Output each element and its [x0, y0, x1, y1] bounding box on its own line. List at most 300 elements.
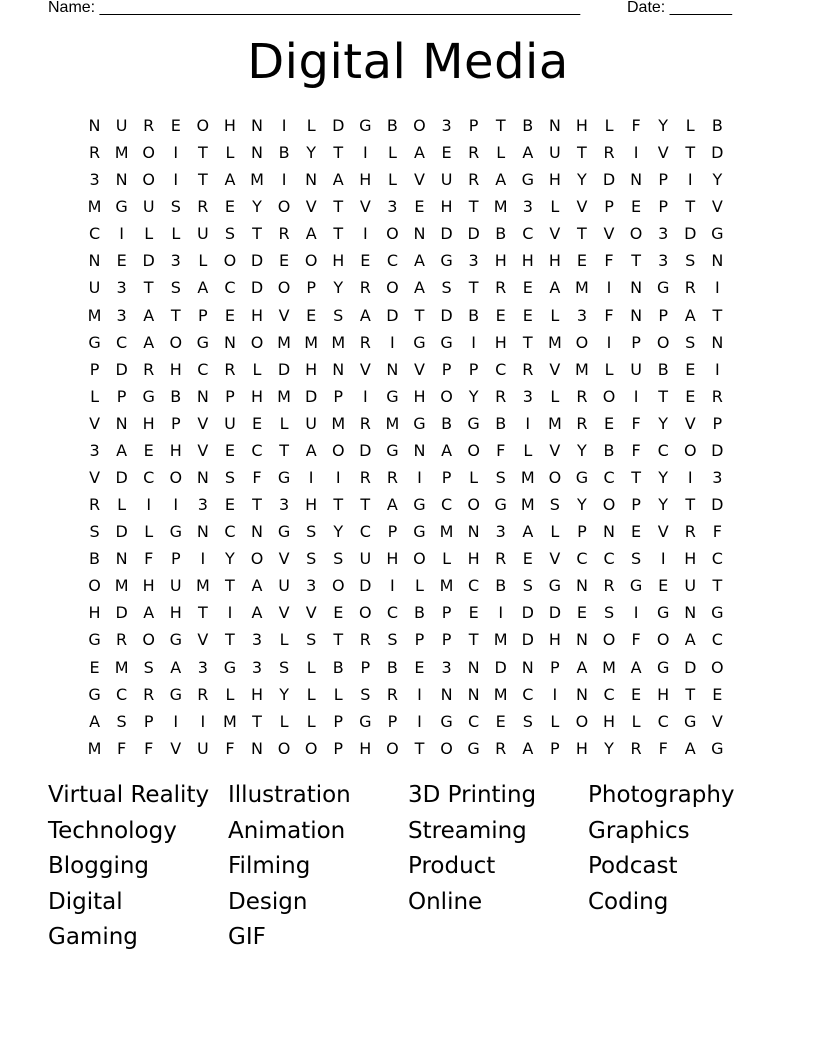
grid-letter[interactable]: O	[386, 224, 399, 244]
grid-letter[interactable]: M	[493, 630, 508, 650]
grid-letter[interactable]: Y	[468, 386, 479, 406]
grid-letter[interactable]: R	[603, 143, 615, 163]
grid-letter[interactable]: Y	[252, 197, 262, 217]
grid-letter[interactable]: O	[169, 468, 183, 488]
grid-letter[interactable]: G	[656, 278, 670, 298]
grid-letter[interactable]: N	[603, 522, 615, 542]
grid-letter[interactable]: F	[144, 549, 154, 569]
grid-letter[interactable]: F	[496, 440, 506, 460]
grid-letter[interactable]: A	[495, 170, 507, 190]
grid-letter[interactable]: T	[495, 116, 506, 135]
grid-letter[interactable]: H	[250, 684, 264, 704]
grid-letter[interactable]: G	[223, 657, 237, 677]
grid-letter[interactable]: M	[575, 278, 589, 298]
grid-letter[interactable]: C	[603, 468, 615, 488]
grid-letter[interactable]: T	[170, 305, 181, 325]
grid-letter[interactable]: R	[359, 413, 371, 433]
grid-letter[interactable]: N	[332, 359, 345, 379]
grid-letter[interactable]: R	[603, 576, 615, 596]
grid-letter[interactable]: G	[711, 738, 724, 758]
grid-letter[interactable]: G	[169, 522, 182, 542]
grid-letter[interactable]: L	[225, 143, 235, 163]
grid-letter[interactable]: O	[656, 332, 670, 352]
grid-letter[interactable]: P	[468, 116, 479, 135]
grid-letter[interactable]: 3	[468, 251, 479, 271]
grid-letter[interactable]: T	[468, 630, 479, 650]
grid-letter[interactable]: R	[116, 630, 128, 650]
grid-letter[interactable]: C	[711, 549, 723, 569]
grid-letter[interactable]: A	[441, 440, 453, 460]
date-field[interactable]: Date: _______	[627, 0, 732, 16]
grid-letter[interactable]: S	[549, 495, 560, 515]
grid-letter[interactable]: M	[520, 495, 535, 515]
grid-letter[interactable]: L	[442, 549, 452, 569]
grid-letter[interactable]: I	[281, 116, 287, 135]
grid-letter[interactable]: L	[415, 576, 424, 596]
grid-letter[interactable]: T	[225, 630, 235, 650]
grid-letter[interactable]: N	[251, 522, 263, 542]
grid-letter[interactable]: R	[495, 386, 507, 406]
grid-letter[interactable]: G	[88, 332, 101, 352]
grid-letter[interactable]: N	[684, 603, 697, 623]
grid-letter[interactable]: O	[331, 440, 345, 460]
grid-letter[interactable]: T	[197, 143, 208, 163]
grid-letter[interactable]: G	[711, 224, 724, 244]
grid-letter[interactable]: H	[494, 251, 507, 271]
grid-letter[interactable]: I	[417, 468, 422, 488]
grid-letter[interactable]: H	[169, 603, 182, 623]
grid-letter[interactable]: V	[549, 549, 561, 569]
grid-letter[interactable]: F	[631, 440, 641, 460]
grid-letter[interactable]: N	[251, 116, 263, 135]
grid-letter[interactable]: D	[548, 603, 562, 623]
grid-letter[interactable]: D	[359, 576, 372, 596]
grid-letter[interactable]: V	[657, 143, 669, 163]
grid-letter[interactable]: E	[251, 413, 263, 433]
grid-letter[interactable]: Y	[577, 440, 587, 460]
grid-letter[interactable]: D	[711, 495, 724, 515]
grid-letter[interactable]: R	[630, 738, 642, 758]
grid-letter[interactable]: G	[521, 170, 534, 190]
grid-letter[interactable]: B	[413, 603, 425, 623]
grid-letter[interactable]: N	[251, 143, 263, 163]
grid-letter[interactable]: T	[333, 495, 344, 515]
grid-letter[interactable]: U	[169, 576, 182, 596]
grid-letter[interactable]: I	[552, 684, 558, 704]
grid-letter[interactable]: D	[467, 224, 480, 244]
grid-letter[interactable]: 3	[251, 630, 263, 650]
grid-letter[interactable]: D	[115, 522, 128, 542]
grid-letter[interactable]: L	[144, 224, 154, 244]
grid-letter[interactable]: V	[603, 224, 615, 244]
grid-letter[interactable]: F	[658, 738, 668, 758]
grid-letter[interactable]: N	[630, 305, 643, 325]
grid-letter[interactable]: N	[575, 630, 588, 650]
grid-letter[interactable]: T	[414, 738, 425, 758]
grid-letter[interactable]: E	[414, 197, 425, 217]
grid-letter[interactable]: H	[250, 386, 264, 406]
grid-letter[interactable]: D	[332, 116, 345, 135]
grid-letter[interactable]: P	[441, 359, 452, 379]
grid-letter[interactable]: H	[548, 251, 561, 271]
grid-letter[interactable]: A	[143, 305, 155, 325]
grid-letter[interactable]: M	[114, 143, 129, 163]
grid-letter[interactable]: D	[711, 143, 724, 163]
grid-letter[interactable]: R	[386, 684, 398, 704]
grid-letter[interactable]: I	[660, 549, 666, 569]
grid-letter[interactable]: I	[498, 603, 504, 623]
grid-letter[interactable]: I	[687, 468, 693, 488]
grid-letter[interactable]: A	[414, 143, 425, 163]
grid-letter[interactable]: C	[143, 468, 155, 488]
grid-letter[interactable]: 3	[387, 197, 398, 217]
grid-letter[interactable]: D	[440, 224, 453, 244]
grid-letter[interactable]: M	[223, 711, 237, 731]
grid-letter[interactable]: S	[89, 522, 100, 542]
grid-letter[interactable]: O	[142, 170, 155, 190]
grid-letter[interactable]: O	[250, 332, 264, 352]
grid-letter[interactable]: I	[390, 332, 395, 352]
grid-letter[interactable]: H	[359, 170, 372, 190]
grid-letter[interactable]: O	[169, 332, 183, 352]
grid-letter[interactable]: C	[224, 278, 236, 298]
grid-letter[interactable]: O	[602, 630, 616, 650]
grid-letter[interactable]: O	[386, 278, 399, 298]
grid-letter[interactable]: F	[604, 251, 614, 271]
grid-letter[interactable]: 3	[576, 305, 588, 325]
grid-letter[interactable]: G	[169, 684, 182, 704]
grid-letter[interactable]: A	[630, 657, 642, 677]
grid-letter[interactable]: D	[250, 278, 264, 298]
grid-letter[interactable]: S	[224, 224, 235, 244]
grid-letter[interactable]: M	[520, 468, 535, 488]
grid-letter[interactable]: H	[305, 359, 318, 379]
grid-letter[interactable]: S	[170, 278, 181, 298]
grid-letter[interactable]: H	[467, 549, 480, 569]
grid-letter[interactable]: L	[387, 170, 397, 190]
grid-letter[interactable]: G	[115, 197, 128, 217]
grid-letter[interactable]: 3	[306, 576, 317, 596]
grid-letter[interactable]: P	[712, 413, 723, 433]
grid-letter[interactable]: H	[684, 549, 697, 569]
grid-letter[interactable]: I	[173, 495, 179, 515]
grid-letter[interactable]: O	[629, 224, 643, 244]
grid-letter[interactable]: V	[305, 197, 317, 217]
grid-letter[interactable]: G	[440, 332, 453, 352]
grid-letter[interactable]: B	[386, 657, 398, 677]
grid-letter[interactable]: A	[305, 440, 317, 460]
grid-letter[interactable]: C	[386, 603, 398, 623]
grid-letter[interactable]: O	[711, 657, 724, 677]
grid-letter[interactable]: L	[225, 684, 235, 704]
grid-letter[interactable]: V	[197, 630, 209, 650]
grid-letter[interactable]: T	[252, 224, 262, 244]
grid-letter[interactable]: O	[575, 711, 589, 731]
grid-letter[interactable]: D	[115, 468, 128, 488]
grid-letter[interactable]: P	[658, 197, 668, 217]
grid-letter[interactable]: O	[277, 738, 291, 758]
grid-letter[interactable]: E	[712, 684, 723, 704]
grid-letter[interactable]: L	[604, 359, 614, 379]
grid-letter[interactable]: M	[547, 332, 562, 352]
grid-letter[interactable]: R	[711, 386, 723, 406]
grid-letter[interactable]: N	[251, 738, 263, 758]
grid-letter[interactable]: R	[143, 684, 155, 704]
grid-letter[interactable]: E	[279, 251, 290, 271]
grid-letter[interactable]: G	[169, 630, 182, 650]
grid-letter[interactable]: S	[306, 630, 317, 650]
grid-letter[interactable]: E	[658, 576, 669, 596]
grid-letter[interactable]: G	[494, 495, 507, 515]
grid-letter[interactable]: P	[550, 657, 560, 677]
grid-letter[interactable]: S	[333, 305, 344, 325]
grid-letter[interactable]: S	[387, 630, 398, 650]
grid-letter[interactable]: G	[440, 251, 453, 271]
grid-letter[interactable]: P	[306, 278, 316, 298]
grid-letter[interactable]: L	[279, 630, 289, 650]
grid-letter[interactable]: M	[385, 413, 400, 433]
grid-letter[interactable]: R	[576, 386, 588, 406]
grid-letter[interactable]: G	[684, 711, 697, 731]
grid-letter[interactable]: B	[603, 440, 615, 460]
grid-letter[interactable]: U	[224, 413, 236, 433]
grid-letter[interactable]: N	[467, 657, 480, 677]
grid-letter[interactable]: G	[386, 440, 399, 460]
grid-letter[interactable]: G	[277, 522, 291, 542]
grid-letter[interactable]: A	[116, 440, 128, 460]
grid-letter[interactable]: Y	[658, 413, 669, 433]
grid-letter[interactable]: E	[224, 197, 235, 217]
grid-letter[interactable]: H	[548, 630, 561, 650]
grid-letter[interactable]: L	[198, 251, 208, 271]
grid-letter[interactable]: S	[685, 332, 696, 352]
grid-letter[interactable]: D	[711, 440, 724, 460]
grid-letter[interactable]: L	[496, 143, 506, 163]
grid-letter[interactable]: B	[278, 143, 290, 163]
grid-letter[interactable]: I	[417, 684, 422, 704]
grid-letter[interactable]: A	[89, 711, 101, 731]
grid-letter[interactable]: 3	[116, 305, 127, 325]
grid-letter[interactable]: L	[523, 440, 533, 460]
grid-letter[interactable]: G	[196, 332, 210, 352]
grid-letter[interactable]: D	[115, 359, 128, 379]
grid-letter[interactable]: U	[115, 116, 128, 135]
grid-letter[interactable]: R	[359, 332, 371, 352]
grid-letter[interactable]: V	[576, 197, 588, 217]
grid-letter[interactable]: N	[711, 251, 724, 271]
grid-letter[interactable]: I	[417, 711, 422, 731]
grid-letter[interactable]: R	[495, 738, 507, 758]
grid-letter[interactable]: M	[493, 197, 508, 217]
grid-letter[interactable]: M	[575, 359, 589, 379]
grid-letter[interactable]: N	[711, 332, 724, 352]
grid-letter[interactable]: L	[631, 711, 641, 731]
grid-letter[interactable]: N	[305, 170, 318, 190]
grid-letter[interactable]: C	[386, 251, 398, 271]
grid-letter[interactable]: T	[577, 143, 587, 163]
grid-letter[interactable]: O	[467, 440, 480, 460]
grid-letter[interactable]: D	[684, 657, 697, 677]
grid-letter[interactable]: C	[711, 630, 723, 650]
grid-letter[interactable]: B	[89, 549, 101, 569]
grid-letter[interactable]: V	[549, 224, 561, 244]
grid-letter[interactable]: Y	[333, 522, 344, 542]
grid-letter[interactable]: L	[252, 359, 262, 379]
grid-letter[interactable]: T	[631, 251, 641, 271]
grid-letter[interactable]: M	[114, 657, 129, 677]
grid-letter[interactable]: A	[332, 170, 344, 190]
grid-letter[interactable]: F	[712, 522, 722, 542]
grid-letter[interactable]: A	[305, 224, 317, 244]
grid-letter[interactable]: F	[225, 738, 235, 758]
grid-letter[interactable]: A	[224, 170, 236, 190]
grid-letter[interactable]: 3	[495, 522, 506, 542]
grid-letter[interactable]: N	[196, 468, 209, 488]
grid-letter[interactable]: A	[684, 305, 696, 325]
grid-letter[interactable]: S	[685, 251, 696, 271]
grid-letter[interactable]: G	[359, 116, 372, 135]
grid-letter[interactable]: P	[170, 549, 181, 569]
grid-letter[interactable]: R	[359, 630, 371, 650]
grid-letter[interactable]: L	[306, 116, 316, 135]
grid-letter[interactable]: A	[522, 738, 534, 758]
grid-letter[interactable]: Y	[225, 549, 235, 569]
grid-letter[interactable]: S	[495, 468, 506, 488]
grid-letter[interactable]: O	[142, 143, 155, 163]
grid-letter[interactable]: T	[225, 576, 235, 596]
grid-letter[interactable]: N	[115, 413, 128, 433]
grid-letter[interactable]: P	[333, 738, 344, 758]
grid-letter[interactable]: E	[170, 116, 181, 135]
grid-letter[interactable]: R	[143, 359, 155, 379]
grid-letter[interactable]: R	[224, 359, 236, 379]
grid-letter[interactable]: G	[548, 576, 562, 596]
grid-letter[interactable]: G	[467, 413, 480, 433]
grid-letter[interactable]: M	[304, 332, 319, 352]
grid-letter[interactable]: V	[549, 440, 561, 460]
grid-letter[interactable]: V	[414, 359, 425, 379]
grid-letter[interactable]: P	[116, 386, 127, 406]
grid-letter[interactable]: S	[116, 711, 127, 731]
grid-letter[interactable]: A	[386, 495, 398, 515]
grid-letter[interactable]: L	[171, 224, 181, 244]
grid-letter[interactable]: G	[413, 413, 426, 433]
grid-letter[interactable]: D	[684, 224, 697, 244]
grid-letter[interactable]: A	[251, 603, 263, 623]
grid-letter[interactable]: 3	[89, 170, 100, 190]
grid-letter[interactable]: T	[685, 143, 696, 163]
grid-letter[interactable]: L	[550, 197, 560, 217]
grid-letter[interactable]: R	[468, 143, 480, 163]
grid-letter[interactable]: I	[714, 359, 720, 379]
grid-letter[interactable]: O	[304, 251, 318, 271]
grid-letter[interactable]: C	[576, 549, 588, 569]
grid-letter[interactable]: 3	[170, 251, 181, 271]
grid-letter[interactable]: I	[606, 332, 612, 352]
grid-letter[interactable]: E	[576, 251, 587, 271]
grid-letter[interactable]: D	[440, 305, 453, 325]
grid-letter[interactable]: Y	[658, 116, 669, 135]
grid-letter[interactable]: I	[714, 278, 720, 298]
grid-letter[interactable]: V	[197, 440, 209, 460]
grid-letter[interactable]: 3	[197, 657, 208, 677]
grid-letter[interactable]: Y	[306, 143, 317, 163]
grid-letter[interactable]: P	[631, 332, 641, 352]
grid-letter[interactable]: H	[250, 305, 264, 325]
grid-letter[interactable]: 3	[251, 657, 263, 677]
grid-letter[interactable]: Y	[577, 495, 587, 515]
grid-letter[interactable]: C	[522, 684, 534, 704]
grid-letter[interactable]: T	[468, 278, 479, 298]
grid-letter[interactable]: R	[278, 224, 290, 244]
grid-letter[interactable]: R	[495, 278, 507, 298]
grid-letter[interactable]: O	[386, 738, 399, 758]
grid-letter[interactable]: M	[87, 738, 102, 758]
grid-letter[interactable]: T	[685, 684, 696, 704]
grid-letter[interactable]: G	[277, 468, 291, 488]
grid-letter[interactable]: P	[577, 522, 587, 542]
grid-letter[interactable]: P	[441, 630, 452, 650]
grid-letter[interactable]: T	[197, 603, 208, 623]
grid-letter[interactable]: C	[522, 224, 534, 244]
grid-letter[interactable]: F	[604, 305, 614, 325]
grid-letter[interactable]: P	[143, 711, 154, 731]
grid-letter[interactable]: E	[224, 440, 235, 460]
grid-letter[interactable]: H	[332, 251, 345, 271]
grid-letter[interactable]: I	[200, 549, 206, 569]
grid-letter[interactable]: O	[142, 630, 155, 650]
grid-letter[interactable]: H	[142, 576, 155, 596]
grid-letter[interactable]: I	[200, 711, 206, 731]
grid-letter[interactable]: F	[631, 630, 641, 650]
grid-letter[interactable]: M	[439, 522, 454, 542]
grid-letter[interactable]: U	[549, 143, 561, 163]
grid-letter[interactable]: D	[386, 305, 399, 325]
grid-letter[interactable]: E	[143, 440, 154, 460]
grid-letter[interactable]: L	[306, 657, 316, 677]
grid-letter[interactable]: N	[115, 170, 128, 190]
grid-letter[interactable]: V	[549, 359, 561, 379]
grid-letter[interactable]: N	[467, 684, 480, 704]
grid-letter[interactable]: T	[712, 305, 723, 325]
grid-letter[interactable]: A	[414, 278, 425, 298]
grid-letter[interactable]: L	[306, 684, 316, 704]
grid-letter[interactable]: L	[604, 116, 614, 135]
grid-letter[interactable]: T	[631, 468, 641, 488]
grid-letter[interactable]: C	[116, 332, 128, 352]
grid-letter[interactable]: N	[223, 332, 236, 352]
grid-letter[interactable]: H	[603, 711, 616, 731]
grid-letter[interactable]: H	[223, 116, 236, 135]
grid-letter[interactable]: S	[306, 549, 317, 569]
grid-letter[interactable]: B	[657, 359, 669, 379]
grid-letter[interactable]: Y	[712, 170, 723, 190]
grid-letter[interactable]: T	[252, 711, 262, 731]
grid-letter[interactable]: P	[414, 630, 425, 650]
grid-letter[interactable]: G	[88, 684, 101, 704]
grid-letter[interactable]: U	[196, 738, 209, 758]
grid-letter[interactable]: E	[631, 522, 642, 542]
grid-letter[interactable]: G	[413, 332, 426, 352]
grid-letter[interactable]: M	[87, 305, 102, 325]
grid-letter[interactable]: 3	[116, 278, 127, 298]
grid-letter[interactable]: O	[277, 197, 291, 217]
grid-letter[interactable]: M	[602, 657, 616, 677]
grid-letter[interactable]: S	[333, 549, 344, 569]
grid-letter[interactable]: V	[711, 711, 723, 731]
grid-letter[interactable]: R	[522, 359, 534, 379]
grid-letter[interactable]: S	[522, 576, 533, 596]
